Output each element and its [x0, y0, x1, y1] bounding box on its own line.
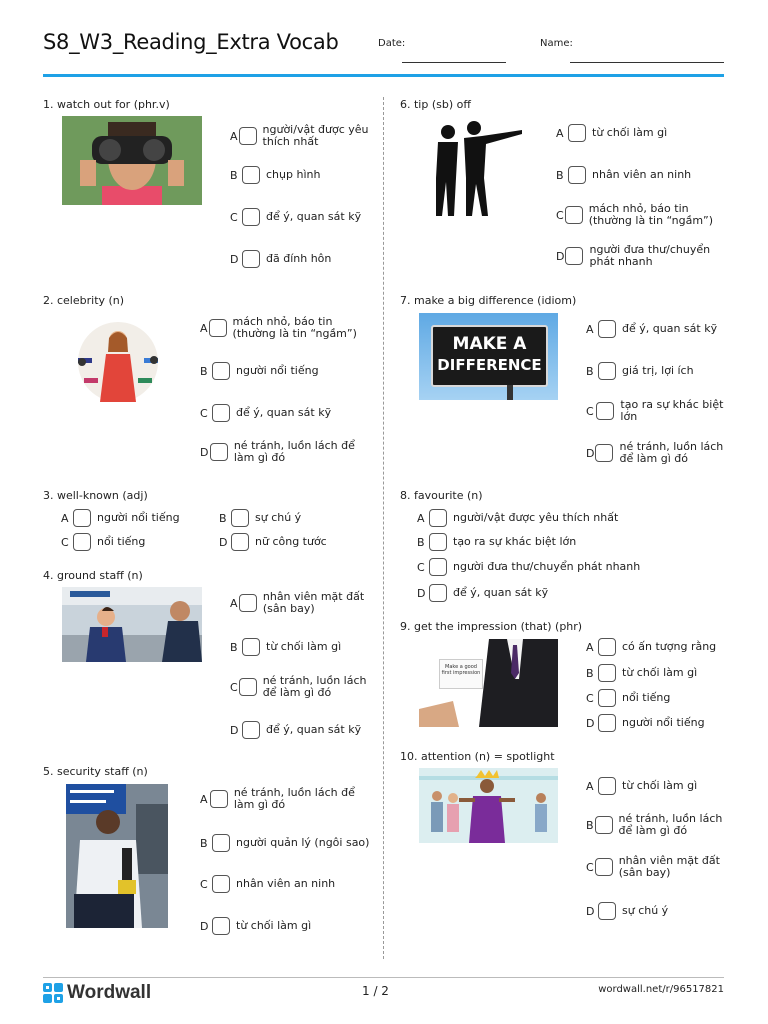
- q2-option-c[interactable]: C để ý, quan sát kỹ: [200, 404, 375, 422]
- q10-option-c[interactable]: C nhân viên mặt đất (sân bay): [586, 854, 720, 879]
- q9-option-d[interactable]: D người nổi tiếng: [586, 714, 726, 732]
- q8-checkbox-b[interactable]: [429, 533, 447, 551]
- q9-checkbox-d[interactable]: [598, 714, 616, 732]
- q9-checkbox-a[interactable]: [598, 638, 616, 656]
- q5-option-c[interactable]: C nhân viên an ninh: [200, 875, 375, 893]
- q2-checkbox-c[interactable]: [212, 404, 230, 422]
- q9-option-b[interactable]: B từ chối làm gì: [586, 664, 726, 682]
- q6-option-b[interactable]: B nhân viên an ninh: [556, 166, 726, 184]
- q3-option-c[interactable]: C nổi tiếng: [61, 533, 145, 551]
- q6-option-a[interactable]: A từ chối làm gì: [556, 124, 726, 142]
- q2-checkbox-a[interactable]: [209, 319, 227, 337]
- q4-option-a[interactable]: A nhân viên mặt đất (sân bay): [230, 590, 365, 615]
- footer-divider: [43, 977, 724, 978]
- date-field[interactable]: [402, 62, 506, 63]
- q4-checkbox-d[interactable]: [242, 721, 260, 739]
- page-title: S8_W3_Reading_Extra Vocab: [43, 30, 339, 54]
- question-7-title: 7. make a big difference (idiom): [400, 294, 577, 307]
- q1-option-d[interactable]: D đã đính hôn: [230, 250, 370, 268]
- q1-checkbox-d[interactable]: [242, 250, 260, 268]
- q8-checkbox-c[interactable]: [429, 558, 447, 576]
- q2-checkbox-b[interactable]: [212, 362, 230, 380]
- q1-option-b[interactable]: B chụp hình: [230, 166, 370, 184]
- q2-checkbox-d[interactable]: [210, 443, 228, 461]
- question-3-title: 3. well-known (adj): [43, 489, 148, 502]
- security-staff-image: [66, 784, 168, 928]
- celebrity-image: [72, 318, 164, 406]
- q8-option-d[interactable]: D để ý, quan sát kỹ: [417, 584, 548, 602]
- name-field[interactable]: [570, 62, 724, 63]
- q7-option-b[interactable]: B giá trị, lợi ích: [586, 362, 726, 380]
- q8-checkbox-a[interactable]: [429, 509, 447, 527]
- q10-option-d[interactable]: D sự chú ý: [586, 902, 726, 920]
- question-10-title: 10. attention (n) = spotlight: [400, 750, 555, 763]
- wordwall-logo-icon: [43, 983, 63, 1003]
- q1-option-a[interactable]: A người/vật được yêu thích nhất: [230, 123, 369, 148]
- business-card-image: [419, 639, 558, 727]
- q4-checkbox-c[interactable]: [239, 678, 257, 696]
- q6-checkbox-a[interactable]: [568, 124, 586, 142]
- question-4-title: 4. ground staff (n): [43, 569, 143, 582]
- q5-option-d[interactable]: D từ chối làm gì: [200, 917, 375, 935]
- q7-option-a[interactable]: A để ý, quan sát kỹ: [586, 320, 726, 338]
- q9-checkbox-b[interactable]: [598, 664, 616, 682]
- card-text: Make a good first impression: [439, 659, 483, 689]
- q5-checkbox-c[interactable]: [212, 875, 230, 893]
- q4-option-b[interactable]: B từ chối làm gì: [230, 638, 375, 656]
- q2-option-b[interactable]: B người nổi tiếng: [200, 362, 375, 380]
- header-accent-bar: [43, 74, 724, 77]
- question-9-title: 9. get the impression (that) (phr): [400, 620, 583, 633]
- q7-checkbox-b[interactable]: [598, 362, 616, 380]
- question-1-title: 1. watch out for (phr.v): [43, 98, 170, 111]
- q5-checkbox-b[interactable]: [212, 834, 230, 852]
- q1-checkbox-a[interactable]: [239, 127, 257, 145]
- q1-checkbox-b[interactable]: [242, 166, 260, 184]
- question-6-title: 6. tip (sb) off: [400, 98, 471, 111]
- silhouette-image: [424, 118, 526, 218]
- q3-option-d[interactable]: D nữ công tước: [219, 533, 327, 551]
- q4-checkbox-a[interactable]: [239, 594, 257, 612]
- q3-option-b[interactable]: B sự chú ý: [219, 509, 301, 527]
- q7-checkbox-a[interactable]: [598, 320, 616, 338]
- date-label: Date:: [378, 38, 406, 49]
- ground-staff-image: [62, 587, 202, 662]
- q6-checkbox-b[interactable]: [568, 166, 586, 184]
- q7-option-c[interactable]: C tạo ra sự khác biệt lớn: [586, 398, 724, 423]
- q7-option-d[interactable]: D né tránh, luồn lách để làm gì đó: [586, 440, 724, 465]
- q3-checkbox-d[interactable]: [231, 533, 249, 551]
- q8-checkbox-d[interactable]: [429, 584, 447, 602]
- q1-option-c[interactable]: C để ý, quan sát kỹ: [230, 208, 370, 226]
- q9-option-c[interactable]: C nổi tiếng: [586, 689, 726, 707]
- spotlight-image: [419, 768, 558, 843]
- q4-option-c[interactable]: C né tránh, luồn lách để làm gì đó: [230, 674, 367, 699]
- binoculars-image: [62, 116, 202, 205]
- sign-text-line-1: MAKE A: [452, 334, 527, 354]
- question-2-title: 2. celebrity (n): [43, 294, 125, 307]
- q9-checkbox-c[interactable]: [598, 689, 616, 707]
- name-label: Name:: [540, 38, 573, 49]
- q10-checkbox-a[interactable]: [598, 777, 616, 795]
- q10-option-a[interactable]: A từ chối làm gì: [586, 777, 726, 795]
- sign-text-line-2: DIFFERENCE: [437, 356, 542, 374]
- q7-checkbox-c[interactable]: [596, 402, 614, 420]
- q2-option-d[interactable]: D né tránh, luồn lách để làm gì đó: [200, 439, 355, 464]
- q10-checkbox-b[interactable]: [595, 816, 613, 834]
- make-a-difference-image: [419, 313, 558, 400]
- page-number: 1 / 2: [362, 984, 389, 998]
- q5-option-a[interactable]: A né tránh, luồn lách để làm gì đó: [200, 786, 355, 811]
- sign-post: [507, 385, 513, 400]
- question-8-title: 8. favourite (n): [400, 489, 483, 502]
- source-url[interactable]: wordwall.net/r/96517821: [598, 984, 724, 995]
- q7-checkbox-d[interactable]: [595, 444, 613, 462]
- q3-option-a[interactable]: A người nổi tiếng: [61, 509, 180, 527]
- wordwall-logo-text: Wordwall: [67, 982, 152, 1003]
- q3-checkbox-c[interactable]: [73, 533, 91, 551]
- q6-checkbox-c[interactable]: [565, 206, 583, 224]
- wordwall-logo: [43, 982, 151, 1004]
- q4-option-d[interactable]: D để ý, quan sát kỹ: [230, 721, 375, 739]
- q9-option-a[interactable]: A có ấn tượng rằng: [586, 638, 726, 656]
- q5-option-b[interactable]: B người quản lý (ngôi sao): [200, 834, 375, 852]
- q6-option-d[interactable]: D người đưa thư/chuyển phát nhanh: [556, 243, 711, 268]
- q1-checkbox-c[interactable]: [242, 208, 260, 226]
- q8-option-a[interactable]: A người/vật được yêu thích nhất: [417, 509, 618, 527]
- q5-checkbox-a[interactable]: [210, 790, 228, 808]
- sign-board: [431, 325, 548, 387]
- q10-checkbox-d[interactable]: [598, 902, 616, 920]
- q10-option-b[interactable]: B né tránh, luồn lách để làm gì đó: [586, 812, 723, 837]
- column-divider: [383, 97, 384, 959]
- q3-checkbox-b[interactable]: [231, 509, 249, 527]
- q3-checkbox-a[interactable]: [73, 509, 91, 527]
- q2-option-a[interactable]: A mách nhỏ, báo tin (thường là tin “ngầm”): [200, 315, 357, 340]
- q8-option-c[interactable]: C người đưa thư/chuyển phát nhanh: [417, 558, 640, 576]
- q8-option-b[interactable]: B tạo ra sự khác biệt lớn: [417, 533, 576, 551]
- q6-checkbox-d[interactable]: [565, 247, 583, 265]
- q10-checkbox-c[interactable]: [595, 858, 613, 876]
- q6-option-c[interactable]: C mách nhỏ, báo tin (thường là tin “ngầm”): [556, 202, 714, 227]
- q4-checkbox-b[interactable]: [242, 638, 260, 656]
- q5-checkbox-d[interactable]: [212, 917, 230, 935]
- question-5-title: 5. security staff (n): [43, 765, 148, 778]
